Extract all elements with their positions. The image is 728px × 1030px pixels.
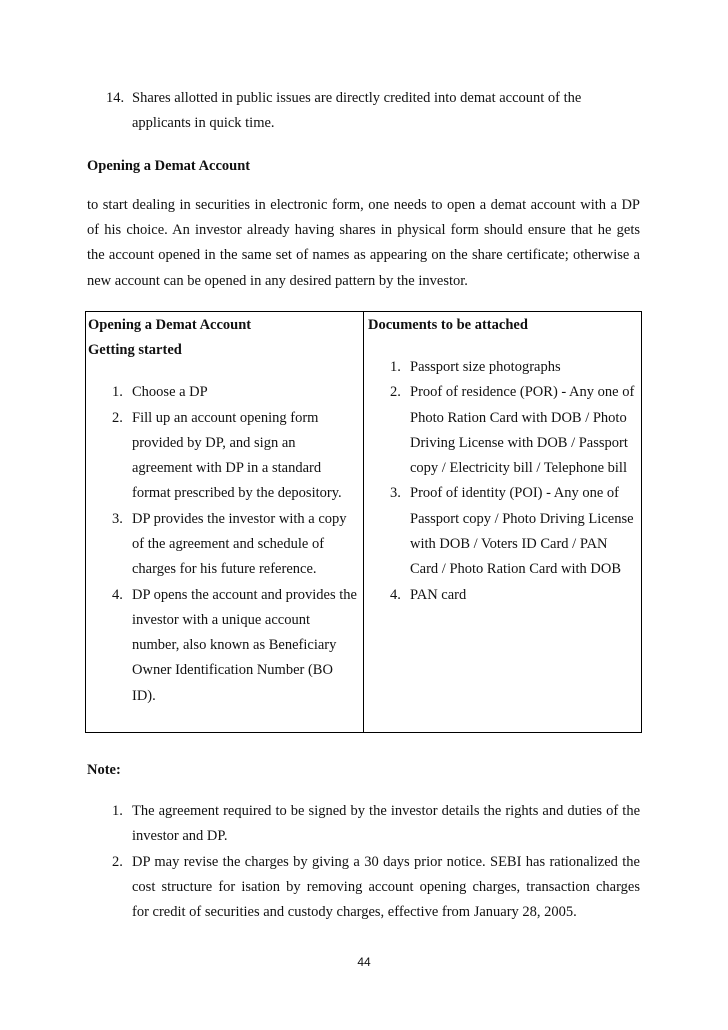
list-item-text-line: applicants in quick time. [132, 115, 275, 131]
document-text-line: Passport copy / Photo Driving License [410, 511, 634, 527]
step-number: 2. [112, 410, 123, 426]
step-number: 3. [112, 511, 123, 527]
step-text-line: Owner Identification Number (BO [132, 662, 333, 678]
step-text-line: number, also known as Beneficiary [132, 637, 337, 653]
table-column-divider [363, 311, 364, 733]
note-text-line: DP may revise the charges by giving a 30 days prior notice. SEBI has rationalized the [132, 854, 640, 870]
step-text-line: ID). [132, 688, 156, 704]
document-text-line: copy / Electricity bill / Telephone bill [410, 460, 627, 476]
table-left-header: Opening a Demat Account [88, 317, 252, 333]
page-number: 44 [357, 955, 371, 969]
note-heading: Note: [87, 762, 121, 778]
document-text-line: Driving License with DOB / Passport [410, 435, 628, 451]
step-text-line: investor with a unique account [132, 612, 310, 628]
document-text-line: Photo Ration Card with DOB / Photo [410, 410, 627, 426]
document-number: 2. [390, 384, 401, 400]
step-text-line: Fill up an account opening form [132, 410, 319, 426]
step-text-line: Choose a DP [132, 384, 208, 400]
step-text-line: DP provides the investor with a copy [132, 511, 347, 527]
paragraph-line: new account can be opened in any desired pattern by the investor. [87, 273, 468, 289]
table-right-header: Documents to be attached [368, 317, 528, 333]
step-text-line: provided by DP, and sign an [132, 435, 296, 451]
document-text-line: Proof of identity (POI) - Any one of [410, 485, 620, 501]
document-number: 4. [390, 587, 401, 603]
document-text-line: with DOB / Voters ID Card / PAN [410, 536, 608, 552]
document-number: 1. [390, 359, 401, 375]
list-item-number: 14. [106, 90, 125, 106]
step-text-line: format prescribed by the depository. [132, 485, 342, 501]
list-item-text-line: Shares allotted in public issues are directly credited into demat account of the [132, 90, 582, 106]
step-number: 4. [112, 587, 123, 603]
step-text-line: DP opens the account and provides the [132, 587, 357, 603]
document-text-line: Proof of residence (POR) - Any one of [410, 384, 635, 400]
paragraph-line: of his choice. An investor already having shares in physical form should ensure that he gets [87, 222, 640, 238]
document-number: 3. [390, 485, 401, 501]
document-text-line: Card / Photo Ration Card with DOB [410, 561, 622, 577]
section-heading: Opening a Demat Account [87, 158, 251, 174]
note-text-line: cost structure for isation by removing account opening charges, transaction charges [132, 879, 640, 895]
paragraph-line: to start dealing in securities in electronic form, one needs to open a demat account with a DP [87, 197, 640, 213]
note-item-number: 1. [112, 803, 123, 819]
paragraph-line: the account opened in the same set of names as appearing on the share certificate; otherwise a [87, 247, 640, 263]
step-text-line: agreement with DP in a standard [132, 460, 322, 476]
note-item-number: 2. [112, 854, 123, 870]
note-text-line: The agreement required to be signed by the investor details the rights and duties of the [132, 803, 640, 819]
step-number: 1. [112, 384, 123, 400]
step-text-line: charges for his future reference. [132, 561, 317, 577]
note-text-line: investor and DP. [132, 828, 228, 844]
document-text-line: PAN card [410, 587, 467, 603]
step-text-line: of the agreement and schedule of [132, 536, 325, 552]
document-text-line: Passport size photographs [410, 359, 561, 375]
note-text-line: for credit of securities and custody charges, effective from January 28, 2005. [132, 904, 577, 920]
table-left-subheader: Getting started [88, 342, 182, 358]
